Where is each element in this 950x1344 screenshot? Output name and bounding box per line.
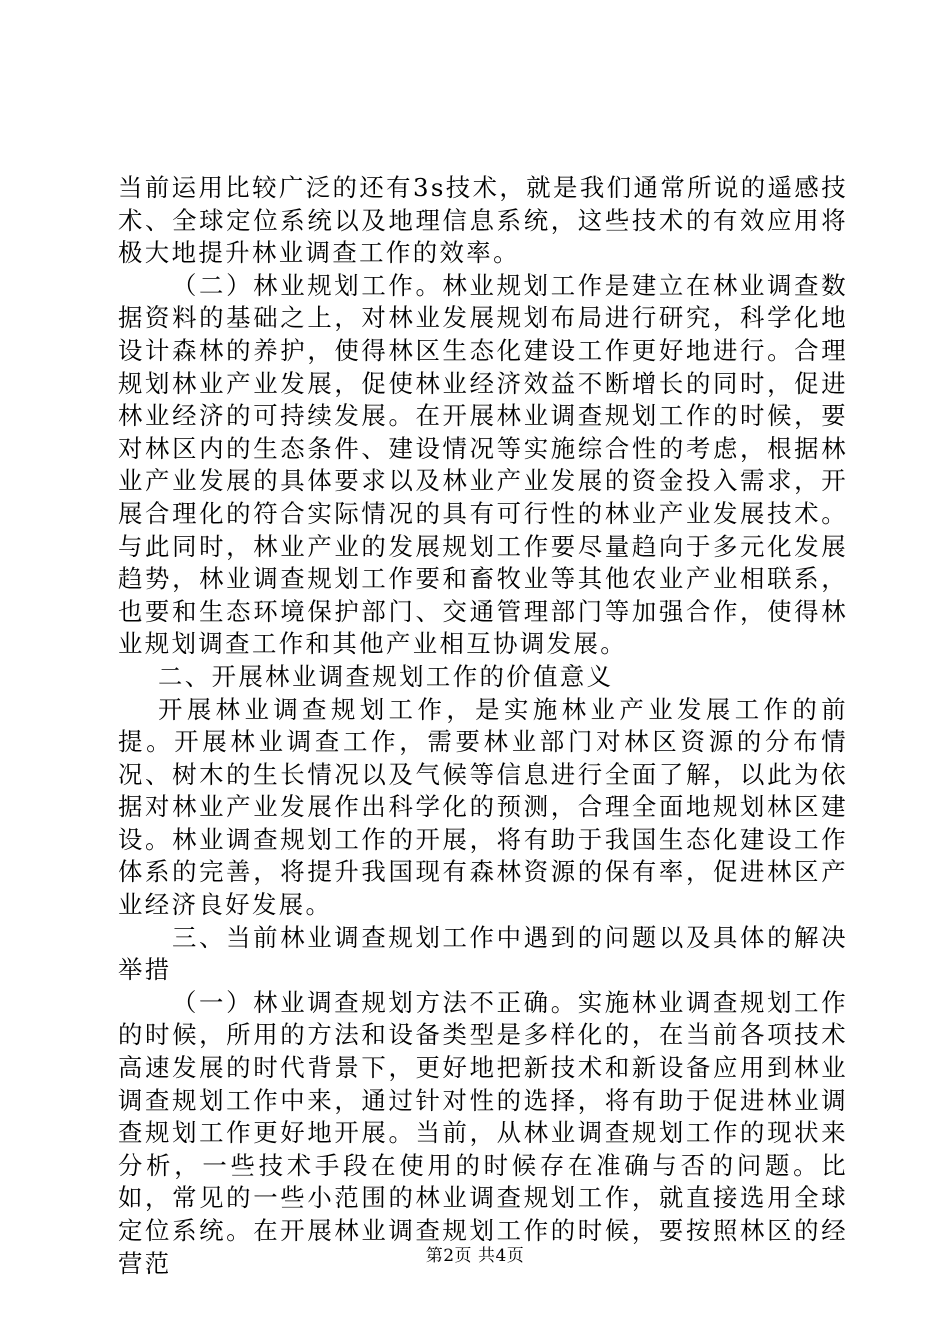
paragraph-3s-technology: 当前运用比较广泛的还有3s技术，就是我们通常所说的遥感技术、全球定位系统以及地理信息系统，这些技术的有效应用将极大地提升林业调查工作的效率。 bbox=[118, 173, 848, 268]
section-heading-value: 二、开展林业调查规划工作的价值意义 bbox=[158, 661, 614, 691]
section-heading-problems: 三、当前林业调查规划工作中遇到的问题以及具体的解决举措 bbox=[118, 922, 848, 985]
paragraph-value-significance: 开展林业调查规划工作，是实施林业产业发展工作的前提。开展林业调查工作，需要林业部门对林区资源的分布情况、树木的生长情况以及气候等信息进行全面了解，以此为依据对林业产业发展作出科学化的预测，合理全面地规划林区建设。林业调查规划工作的开展，将有助于我国生态化建设工作体系的完善，将提升我国现有森林资源的保有率，促进林区产业经济良好发展。 bbox=[118, 694, 848, 920]
page-footer: 第2页 共4页 bbox=[425, 1246, 525, 1266]
paragraph-methods-incorrect: （一）林业调查规划方法不正确。实施林业调查规划工作的时候，所用的方法和设备类型是多样化的，在当前各项技术高速发展的时代背景下，更好地把新技术和新设备应用到林业调查规划工作中来，通过针对性的选择，将有助于促进林业调查规划工作更好地开展。当前，从林业调查规划工作的现状来分析，一些技术手段在使用的时候存在准确与否的问题。比如，常见的一些小范围的林业调查规划工作，就直接选用全球定位系统。在开展林业调查规划工作的时候，要按照林区的经营范 bbox=[118, 987, 848, 1278]
paragraph-forestry-planning: （二）林业规划工作。林业规划工作是建立在林业调查数据资料的基础之上，对林业发展规划布局进行研究，科学化地设计森林的养护，使得林区生态化建设工作更好地进行。合理规划林业产业发展，促使林业经济效益不断增长的同时，促进林业经济的可持续发展。在开展林业调查规划工作的时候，要对林区内的生态条件、建设情况等实施综合性的考虑，根据林业产业发展的具体要求以及林业产业发展的资金投入需求，开展合理化的符合实际情况的具有可行性的林业产业发展技术。与此同时，林业产业的发展规划工作要尽量趋向于多元化发展趋势，林业调查规划工作要和畜牧业等其他农业产业相联系，也要和生态环境保护部门、交通管理部门等加强合作，使得林业规划调查工作和其他产业相互协调发展。 bbox=[118, 270, 848, 659]
document-body bbox=[118, 172, 848, 1280]
